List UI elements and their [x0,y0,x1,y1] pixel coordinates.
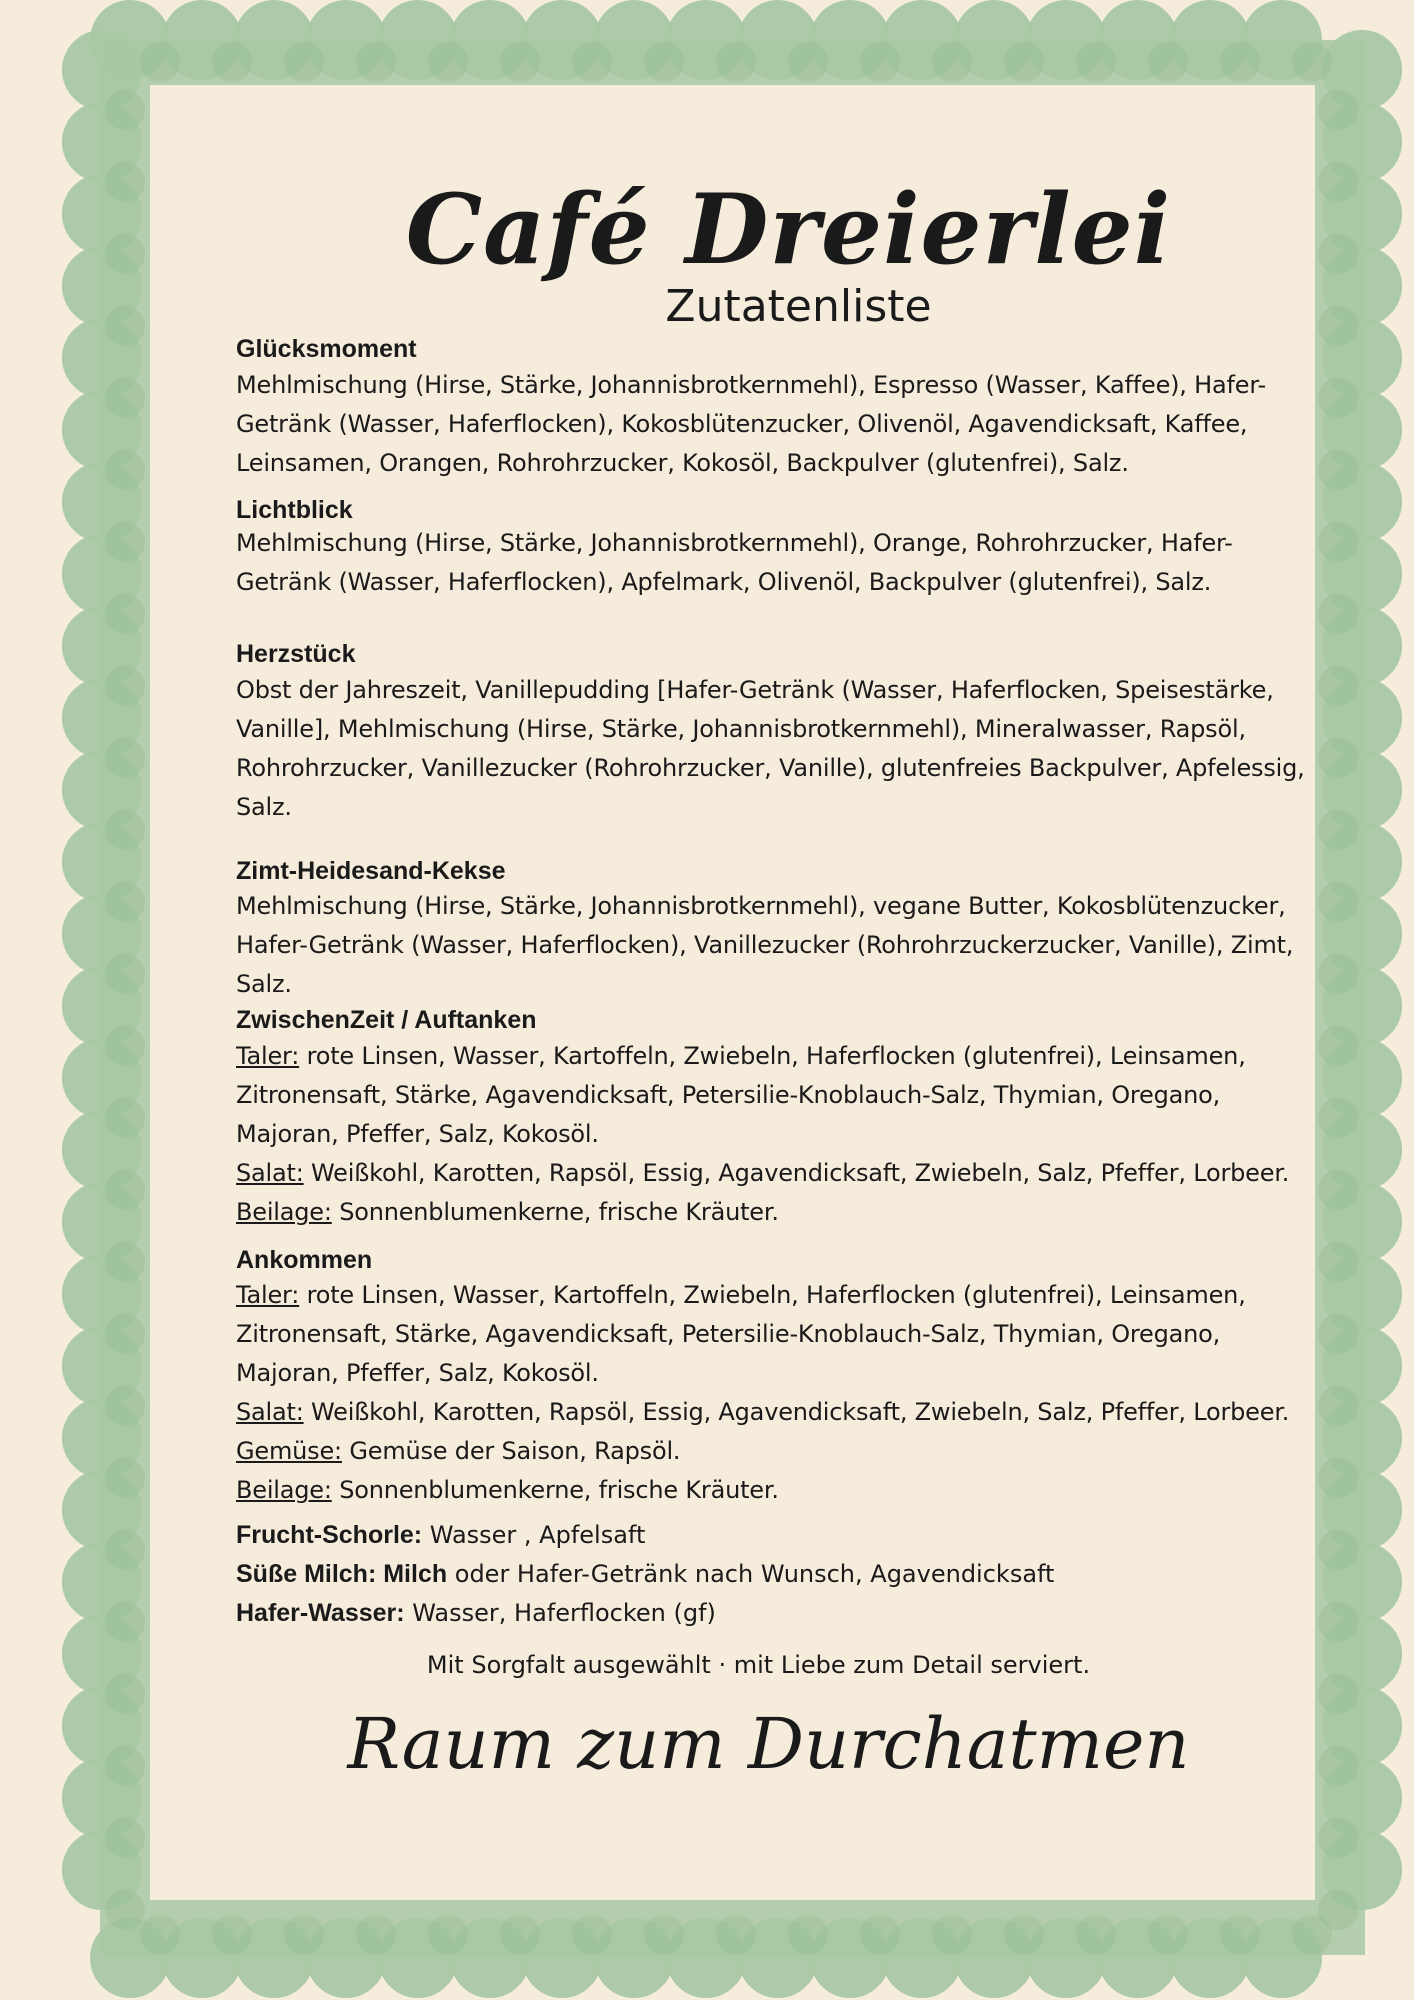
section-ankommen [236,1244,1321,1511]
frame-scallop [1318,666,1358,706]
frame-scallop [105,522,145,562]
frame-scallop [716,42,756,82]
frame-scallop [105,1458,145,1498]
frame-scallop [105,234,145,274]
ingredient-line [236,1393,1321,1432]
frame-scallop [105,1602,145,1642]
drink-name: Süße Milch: Milch [236,1560,448,1589]
section-text: Mehlmischung (Hirse, Stärke, Johannisbrotkernmehl), vegane Butter, Kokosblütenzucker, Hafer-Getränk (Wasser, Haferflocken), Vanillezucker (Rohrohrzuckerzucker, Vanille), Zimt, Salz. [236,892,1294,999]
frame-scallop [1318,306,1358,346]
frame-scallop [788,1915,828,1955]
ingredient-label: Salat: [236,1158,304,1187]
frame-scallop [644,42,684,82]
frame-scallop [105,810,145,850]
frame-scallop [1292,42,1332,82]
frame-scallop [356,1915,396,1955]
section-title: ZwischenZeit / Auftanken [236,1006,537,1035]
drink-text: Wasser , Apfelsaft [422,1521,646,1550]
ingredient-line [236,1193,1321,1232]
section-title: Zimt-Heidesand-Kekse [236,856,506,885]
frame-scallop [1318,1386,1358,1426]
frame-scallop [212,42,252,82]
frame-scallop [1318,594,1358,634]
drink-name: Hafer-Wasser: [236,1599,405,1628]
section-lichtblick [236,497,1321,603]
frame-scallop [1220,1915,1260,1955]
ingredient-line [236,1432,1321,1471]
frame-scallop [105,1170,145,1210]
drink-item [236,1555,1321,1594]
frame-scallop [105,450,145,490]
frame-scallop [1148,1915,1188,1955]
frame-scallop [105,1890,145,1930]
frame-scallop [572,1915,612,1955]
page-title: Café Dreierlei [405,173,1172,286]
frame-scallop [1318,1890,1358,1930]
frame-scallop [212,1915,252,1955]
drinks-list [236,1516,1321,1633]
ingredient-text: Weißkohl, Karotten, Rapsöl, Essig, Agavendicksaft, Zwiebeln, Salz, Pfeffer, Lorbeer. [303,1158,1290,1187]
frame-scallop [1076,1915,1116,1955]
menu-content [236,173,1321,1786]
frame-scallop [1318,378,1358,418]
drink-text: Wasser, Haferflocken (gf) [404,1599,716,1628]
frame-scallop [788,42,828,82]
frame-scallop [105,594,145,634]
section-text: Mehlmischung (Hirse, Stärke, Johannisbrotkernmehl), Orange, Rohrohrzucker, Hafer-Getränk (Wasser, Haferflocken), Apfelmark, Olivenöl, Backpulver (glutenfrei), Salz. [236,529,1233,597]
frame-scallop [105,666,145,706]
section-title: Lichtblick [236,495,353,524]
frame-scallop [1318,1746,1358,1786]
frame-scallop [105,882,145,922]
frame-scallop [1318,1242,1358,1282]
frame-scallop [1318,522,1358,562]
ingredient-line [236,1037,1321,1154]
frame-scallop [1076,42,1116,82]
frame-scallop [105,1314,145,1354]
ingredient-text: Weißkohl, Karotten, Rapsöl, Essig, Agavendicksaft, Zwiebeln, Salz, Pfeffer, Lorbeer. [303,1398,1290,1427]
frame-scallop [284,1915,324,1955]
frame-scallop [140,42,180,82]
frame-scallop [428,1915,468,1955]
frame-scallop [1318,1602,1358,1642]
frame-scallop [1318,738,1358,778]
ingredient-label: Salat: [236,1398,304,1427]
frame-scallop [1318,1674,1358,1714]
section-title: Ankommen [236,1245,373,1274]
drink-item [236,1516,1321,1555]
frame-scallop [500,1915,540,1955]
frame-scallop [716,1915,756,1955]
ingredient-text: Sonnenblumenkerne, frische Kräuter. [331,1197,779,1226]
ingredient-text: rote Linsen, Wasser, Kartoffeln, Zwiebeln, Haferflocken (glutenfrei), Leinsamen, Zitronensaft, Stärke, Agavendicksaft, Petersilie-Knoblauch-Salz, Thymian, Oregano, Majoran, Pfeffer, Salz, Kokosöl. [236,1281,1246,1388]
slogan: Raum zum Durchatmen [347,1703,1190,1786]
frame-scallop [105,954,145,994]
frame-scallop [1318,162,1358,202]
frame-scallop [356,42,396,82]
frame-scallop [105,738,145,778]
frame-scallop [1318,1026,1358,1066]
ingredient-text: Gemüse der Saison, Rapsöl. [341,1437,681,1466]
page-subtitle: Zutatenliste [665,280,932,332]
ingredient-line [236,1471,1321,1510]
section-text: Obst der Jahreszeit, Vanillepudding [Hafer-Getränk (Wasser, Haferflocken, Speisestärke, Vanille], Mehlmischung (Hirse, Stärke, Johannisbrotkernmehl), Mineralwasser, Rapsöl, Rohrohrzucker, Vanillezucker (Rohrohrzucker, Vanille), glutenfreies Backpulver, Apfelessig, Salz. [236,675,1305,821]
section-title: Herzstück [236,640,356,669]
frame-scallop [105,1818,145,1858]
frame-scallop [644,1915,684,1955]
drink-name: Frucht-Schorle: [236,1521,423,1550]
frame-scallop [1318,90,1358,130]
frame-scallop [500,42,540,82]
frame-scallop [1318,954,1358,994]
frame-scallop [932,42,972,82]
frame-scallop [284,42,324,82]
drink-text: oder Hafer-Getränk nach Wunsch, Agavendicksaft [447,1560,1055,1589]
section-zimt-heidesand-kekse [236,855,1321,1005]
frame-scallop [105,306,145,346]
frame-scallop [1318,234,1358,274]
frame-scallop [1148,42,1188,82]
ingredient-line [236,1276,1321,1393]
frame-scallop [1220,42,1260,82]
frame-scallop [105,162,145,202]
frame-scallop [105,1674,145,1714]
frame-scallop [1318,450,1358,490]
frame-scallop [572,42,612,82]
frame-scallop [105,378,145,418]
frame-scallop [1318,1098,1358,1138]
ingredient-label: Beilage: [236,1197,332,1226]
frame-scallop [860,42,900,82]
frame-scallop [1318,810,1358,850]
frame-scallop [1318,1458,1358,1498]
ingredient-label: Beilage: [236,1476,332,1505]
ingredient-text: rote Linsen, Wasser, Kartoffeln, Zwiebeln, Haferflocken (glutenfrei), Leinsamen, Zitronensaft, Stärke, Agavendicksaft, Petersilie-Knoblauch-Salz, Thymian, Oregano, Majoran, Pfeffer, Salz, Kokosöl. [236,1041,1246,1148]
drink-item [236,1594,1321,1633]
section-gluecksmoment [236,333,1321,483]
frame-scallop [932,1915,972,1955]
frame-scallop [140,1915,180,1955]
frame-scallop [105,1242,145,1282]
frame-scallop [1318,882,1358,922]
ingredient-label: Gemüse: [236,1437,342,1466]
ingredient-line [236,1154,1321,1193]
frame-scallop [1004,42,1044,82]
frame-scallop [105,1098,145,1138]
frame-scallop [105,1530,145,1570]
frame-scallop [860,1915,900,1955]
frame-scallop [105,1386,145,1426]
frame-scallop [105,90,145,130]
section-text: Mehlmischung (Hirse, Stärke, Johannisbrotkernmehl), Espresso (Wasser, Kaffee), Hafer-Getränk (Wasser, Haferflocken), Kokosblütenzucker, Olivenöl, Agavendicksaft, Kaffee, Leinsamen, Orangen, Rohrohrzucker, Kokosöl, Backpulver (glutenfrei), Salz. [236,370,1266,477]
section-herzstueck [236,638,1321,827]
frame-scallop [1318,1170,1358,1210]
frame-scallop [428,42,468,82]
frame-scallop [105,1746,145,1786]
section-zwischenzeit [236,1004,1321,1232]
frame-scallop [1318,1818,1358,1858]
frame-scallop [105,1026,145,1066]
frame-scallop [1318,1314,1358,1354]
frame-scallop [1004,1915,1044,1955]
footer-note: Mit Sorgfalt ausgewählt · mit Liebe zum Detail serviert. [426,1651,1091,1680]
section-title: Glücksmoment [236,335,417,364]
ingredient-text: Sonnenblumenkerne, frische Kräuter. [331,1476,779,1505]
ingredient-label: Taler: [236,1041,300,1070]
frame-scallop [1318,1530,1358,1570]
ingredient-label: Taler: [236,1281,300,1310]
